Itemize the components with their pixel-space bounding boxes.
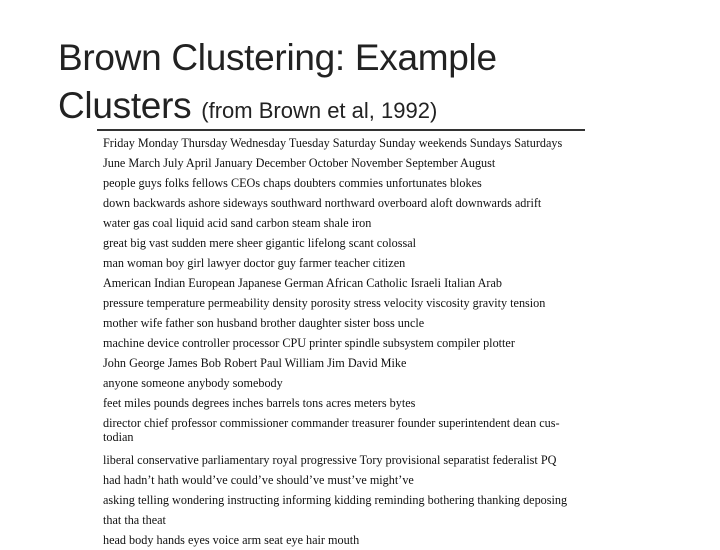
cluster-words: that tha theat (103, 513, 166, 527)
cluster-row (103, 413, 593, 450)
cluster-words: director chief professor commissioner commander treasurer founder superintendent dean cus- (103, 416, 560, 430)
cluster-row (103, 173, 593, 193)
cluster-row (103, 470, 593, 490)
cluster-row (103, 353, 593, 373)
cluster-words: water gas coal liquid acid sand carbon steam shale iron (103, 216, 372, 230)
cluster-words: todian (103, 430, 134, 444)
cluster-row (103, 530, 593, 550)
cluster-row (103, 510, 593, 530)
cluster-words: John George James Bob Robert Paul William Jim David Mike (103, 356, 407, 370)
title-clusters: Clusters (58, 85, 192, 126)
cluster-row (103, 133, 593, 153)
cluster-row (103, 450, 593, 470)
table-top-rule (97, 129, 585, 131)
cluster-words: mother wife father son husband brother daughter sister boss uncle (103, 316, 425, 330)
cluster-row (103, 313, 593, 333)
cluster-list (103, 133, 593, 550)
cluster-words: liberal conservative parliamentary royal progressive Tory provisional separatist federalist PQ (103, 453, 557, 467)
cluster-words: American Indian European Japanese German African Catholic Israeli Italian Arab (103, 276, 502, 290)
cluster-words: June March July April January December October November September August (103, 156, 496, 170)
slide-title (58, 34, 497, 135)
cluster-row (103, 373, 593, 393)
cluster-row (103, 253, 593, 273)
cluster-words: down backwards ashore sideways southward northward overboard aloft downwards adrift (103, 196, 542, 210)
cluster-words: feet miles pounds degrees inches barrels tons acres meters bytes (103, 396, 416, 410)
cluster-words: anyone someone anybody somebody (103, 376, 283, 390)
cluster-row (103, 393, 593, 413)
cluster-row (103, 193, 593, 213)
cluster-row (103, 153, 593, 173)
title-citation: (from Brown et al, 1992) (201, 98, 438, 123)
cluster-words: head body hands eyes voice arm seat eye hair mouth (103, 533, 360, 547)
cluster-words: people guys folks fellows CEOs chaps doubters commies unfortunates blokes (103, 176, 482, 190)
cluster-row (103, 233, 593, 253)
cluster-words: Friday Monday Thursday Wednesday Tuesday Saturday Sunday weekends Sundays Saturdays (103, 136, 563, 150)
cluster-words: asking telling wondering instructing informing kidding reminding bothering thanking deposing (103, 493, 568, 507)
cluster-row (103, 213, 593, 233)
cluster-row (103, 293, 593, 313)
cluster-words: pressure temperature permeability density porosity stress velocity viscosity gravity tension (103, 296, 546, 310)
cluster-row (103, 273, 593, 293)
cluster-row (103, 490, 593, 510)
cluster-row (103, 333, 593, 353)
cluster-words: man woman boy girl lawyer doctor guy farmer teacher citizen (103, 256, 406, 270)
cluster-words: had hadn’t hath would’ve could’ve should’ve must’ve might’ve (103, 473, 414, 487)
title-line-2 (58, 82, 497, 135)
cluster-words: great big vast sudden mere sheer gigantic lifelong scant colossal (103, 236, 417, 250)
title-line-1: Brown Clustering: Example (58, 37, 497, 78)
cluster-words: machine device controller processor CPU printer spindle subsystem compiler plotter (103, 336, 515, 350)
